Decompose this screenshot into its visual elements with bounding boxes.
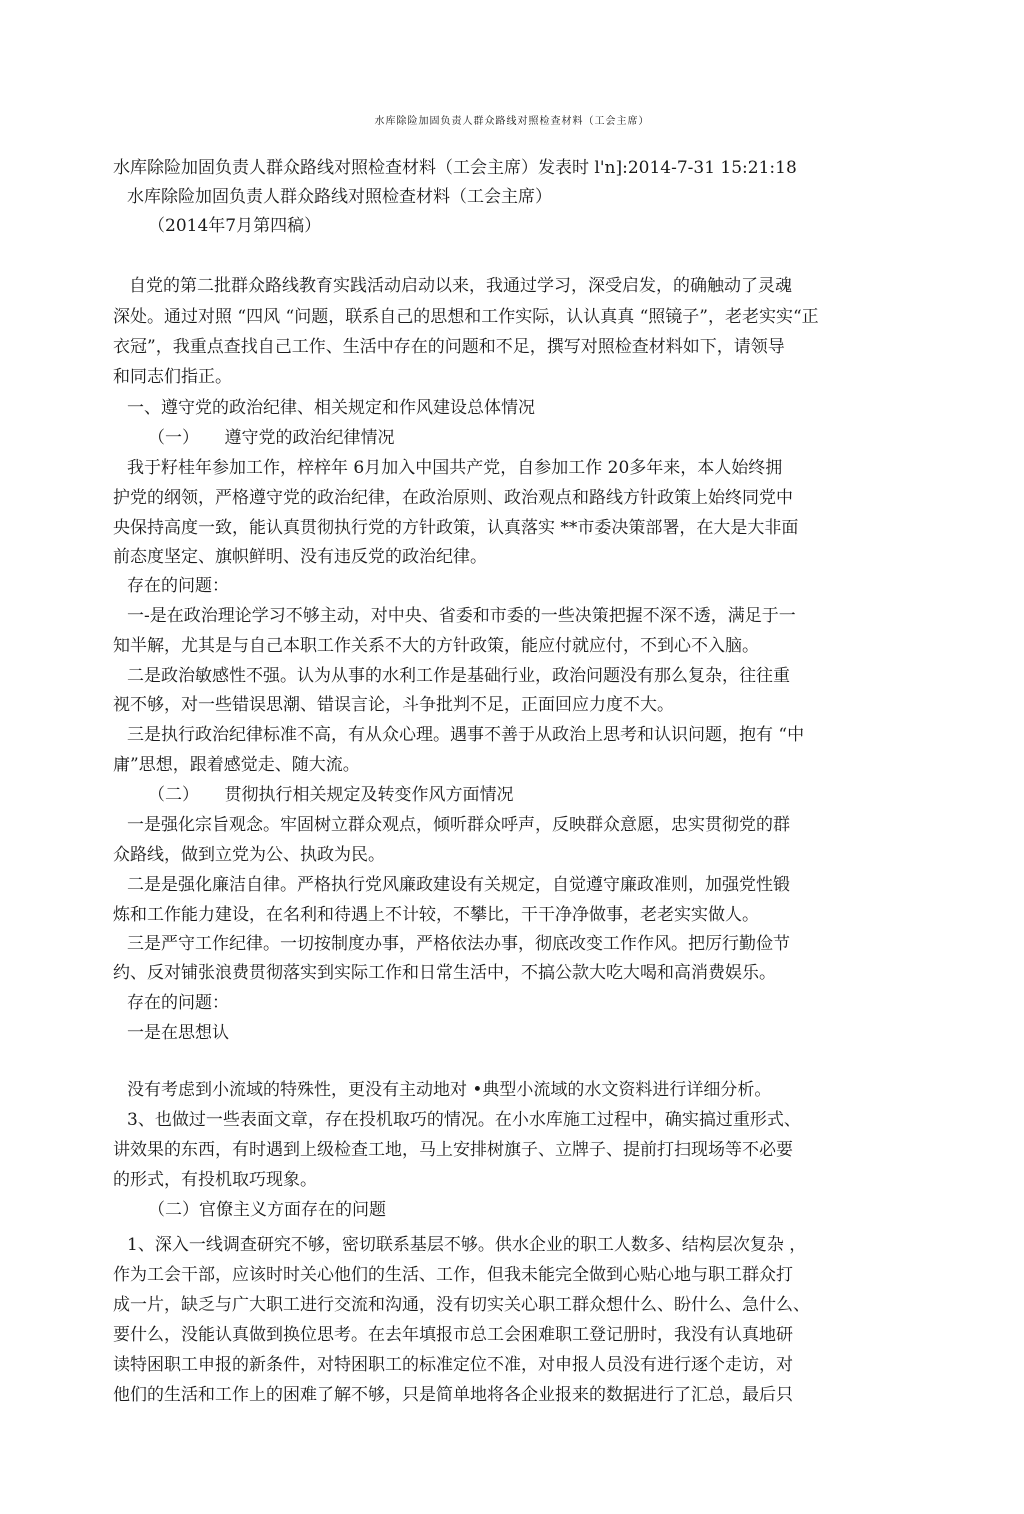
paragraph-line: 三是执行政治纪律标准不高，有从众心理。遇事不善于从政治上思考和认识问题，抱有 “中 [127, 725, 805, 745]
paragraph-line: 成一片，缺乏与广大职工进行交流和沟通，没有切实关心职工群众想什么、盼什么、急什么、 [113, 1295, 810, 1315]
paragraph-line: 庸”思想，跟着感觉走、随大流。 [113, 755, 360, 775]
meta-line: 水库除险加固负责人群众路线对照检查材料（工会主席）发表时 l'n]:2014-7-31 15:21:18 [113, 158, 797, 178]
section-heading: 一、遵守党的政治纪律、相关规定和作风建设总体情况 [127, 398, 535, 418]
paragraph-line: 读特困职工申报的新条件，对特困职工的标准定位不准，对申报人员没有进行逐个走访，对 [113, 1355, 793, 1375]
paragraph-line: 没有考虑到小流域的特殊性，更没有主动地对 •典型小流域的水文资料进行详细分析。 [127, 1080, 772, 1100]
subtitle-line: 水库除险加固负责人群众路线对照检查材料（工会主席） [127, 187, 552, 207]
paragraph-line: 的形式，有投机取巧现象。 [113, 1170, 317, 1190]
paragraph-line: 护党的纲领，严格遵守党的政治纪律，在政治原则、政治观点和路线方针政策上始终同党中 [113, 488, 793, 508]
paragraph-line: 衣冠”，我重点查找自己工作、生活中存在的问题和不足，撰写对照检查材料如下，请领导 [113, 337, 785, 357]
paragraph-line: 前态度坚定、旗帜鲜明、没有违反党的政治纪律。 [113, 547, 487, 567]
paragraph-line: 他们的生活和工作上的困难了解不够，只是简单地将各企业报来的数据进行了汇总，最后只 [113, 1385, 793, 1405]
paragraph-line: 众路线，做到立党为公、执政为民。 [113, 845, 385, 865]
paragraph-line: 三是严守工作纪律。一切按制度办事，严格依法办事，彻底改变工作作风。把厉行勤俭节 [127, 934, 790, 954]
paragraph-line: 央保持高度一致，能认真贯彻执行党的方针政策，认真落实 **市委决策部署，在大是大非面 [113, 518, 799, 538]
subsection-heading: （二） 贯彻执行相关规定及转变作风方面情况 [148, 785, 514, 805]
paragraph-line: 二是是强化廉洁自律。严格执行党风廉政建设有关规定，自觉遵守廉政准则，加强党性锻 [127, 875, 790, 895]
paragraph-line: 和同志们指正。 [113, 367, 232, 387]
paragraph-line: 自党的第二批群众路线教育实践活动启动以来，我通过学习，深受启发，的确触动了灵魂 [129, 276, 792, 296]
paragraph-line: 要什么，没能认真做到换位思考。在去年填报市总工会困难职工登记册时，我没有认真地研 [113, 1325, 793, 1345]
paragraph-line: 知半解，尤其是与自己本职工作关系不大的方针政策，能应付就应付，不到心不入脑。 [113, 636, 759, 656]
subsection-heading: （二）官僚主义方面存在的问题 [148, 1200, 386, 1220]
paragraph-line: 作为工会干部，应该时时关心他们的生活、工作，但我未能完全做到心贴心地与职工群众打 [113, 1265, 793, 1285]
paragraph-line: 约、反对铺张浪费贯彻落实到实际工作和日常生活中，不搞公款大吃大喝和高消费娱乐。 [113, 963, 776, 983]
subsection-heading: （一） 遵守党的政治纪律情况 [148, 428, 395, 448]
paragraph-line: 炼和工作能力建设，在名利和待遇上不计较，不攀比，干干净净做事，老老实实做人。 [113, 905, 759, 925]
problems-heading: 存在的问题： [127, 993, 229, 1013]
paragraph-line: 一-是在政治理论学习不够主动，对中央、省委和市委的一些决策把握不深不透，满足于一 [127, 606, 796, 626]
draft-note: （2014年7月第四稿） [148, 216, 322, 236]
paragraph-line: 视不够，对一些错误思潮、错误言论，斗争批判不足，正面回应力度不大。 [113, 695, 674, 715]
paragraph-line: 二是政治敏感性不强。认为从事的水利工作是基础行业，政治问题没有那么复杂，往往重 [127, 666, 790, 686]
paragraph-line: 1、深入一线调查研究不够，密切联系基层不够。供水企业的职工人数多、结构层次复杂 ， [127, 1235, 807, 1255]
paragraph-line: 3、也做过一些表面文章，存在投机取巧的情况。在小水库施工过程中，确实搞过重形式、 [127, 1110, 801, 1130]
document-title: 水库除险加固负责人群众路线对照检查材料（工会主席） [374, 116, 650, 127]
paragraph-line: 一是强化宗旨观念。牢固树立群众观点，倾听群众呼声，反映群众意愿，忠实贯彻党的群 [127, 815, 790, 835]
paragraph-line: 一是在思想认 [127, 1023, 229, 1043]
paragraph-line: 我于籽桂年参加工作，梓梓年 6月加入中国共产党，自参加工作 20多年来，本人始终拥 [127, 458, 783, 478]
paragraph-line: 讲效果的东西，有时遇到上级检查工地，马上安排树旗子、立牌子、提前打扫现场等不必要 [113, 1140, 793, 1160]
paragraph-line: 深处。通过对照 “四风 “问题，联系自己的思想和工作实际，认认真真 “照镜子”，老老实实“正 [113, 307, 819, 327]
problems-heading: 存在的问题： [127, 576, 229, 596]
